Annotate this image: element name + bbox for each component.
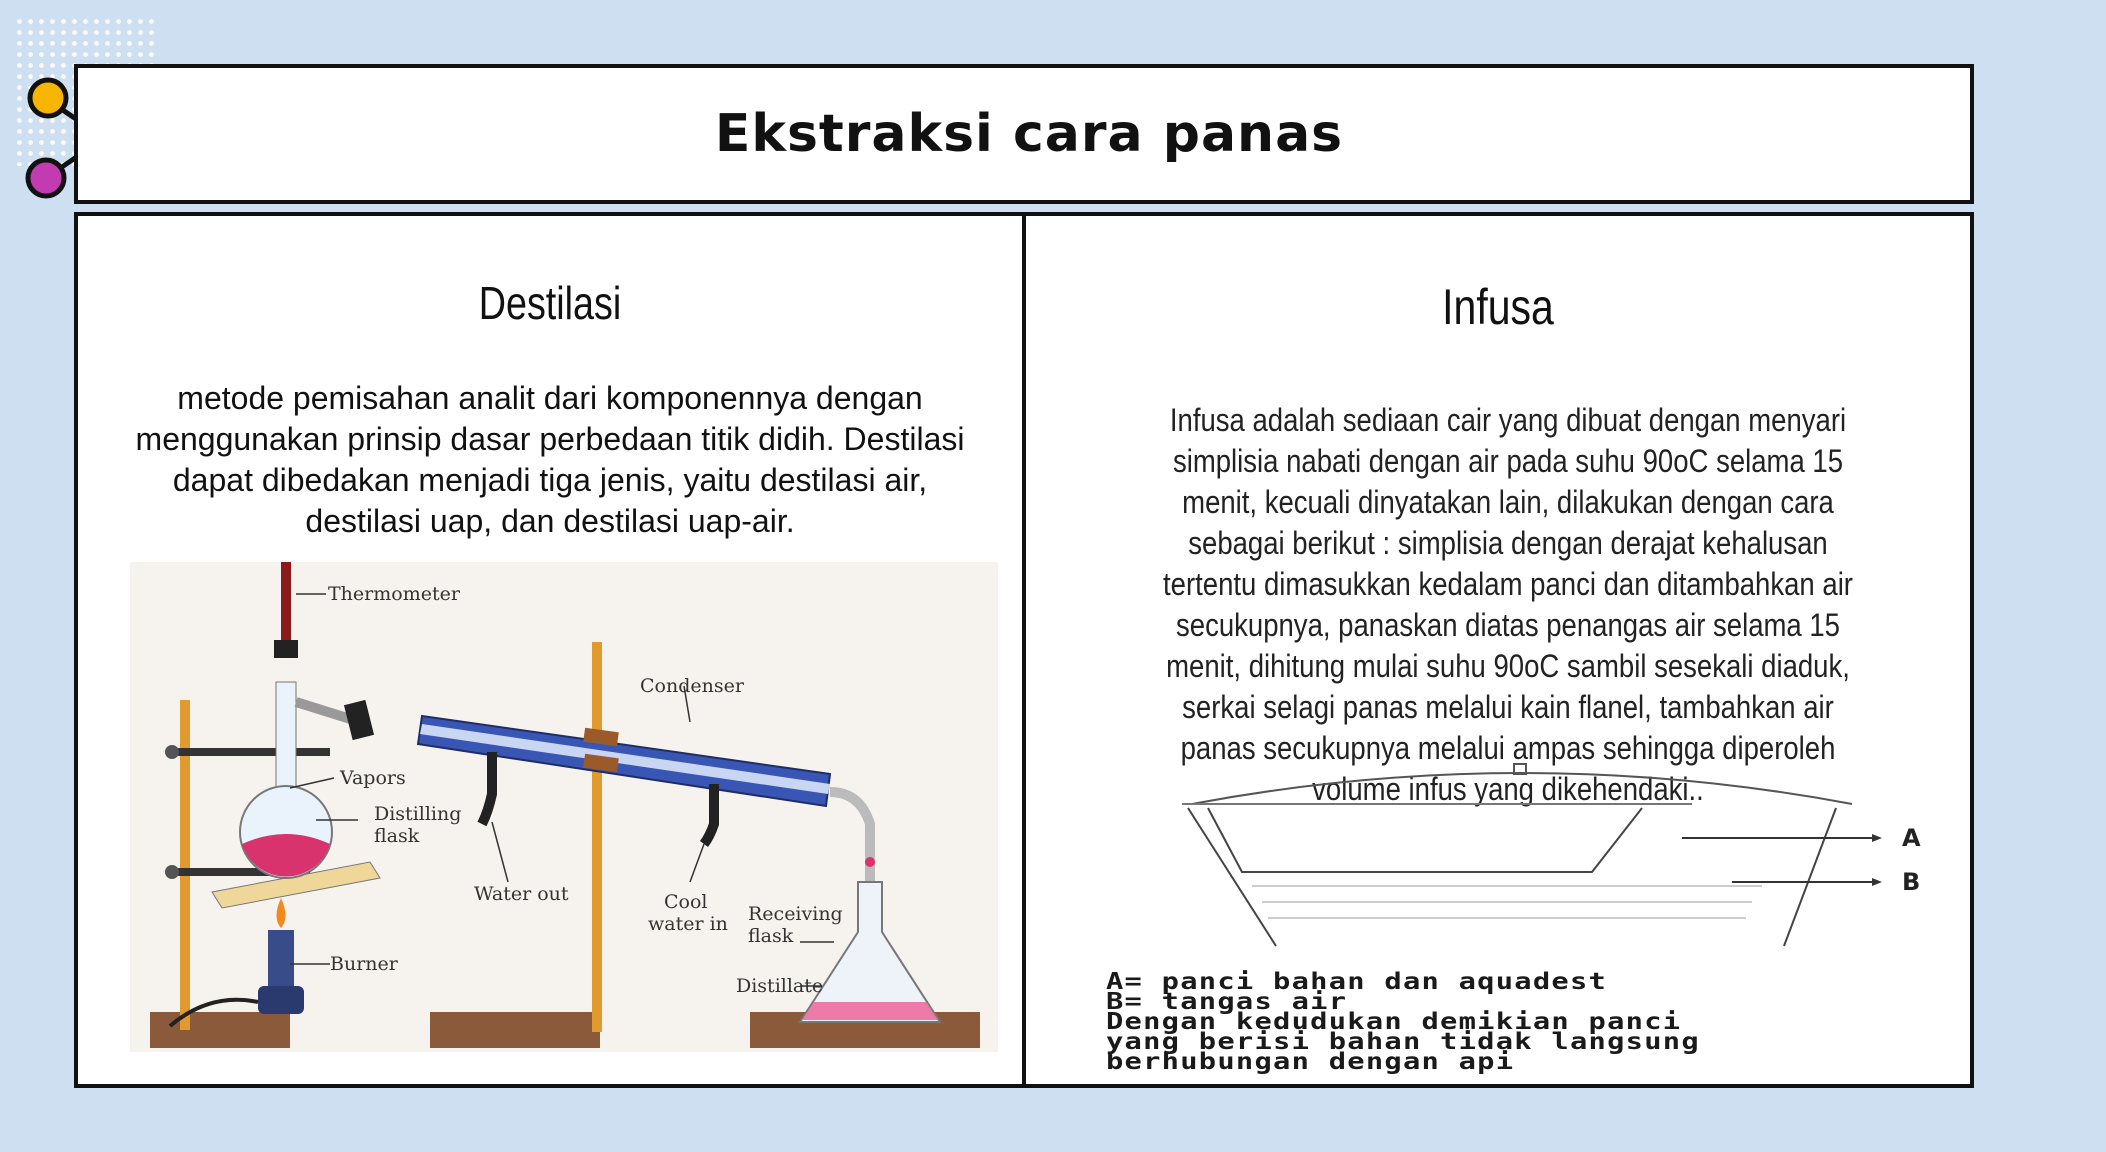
label-distillate: Distillate — [736, 975, 824, 997]
slide-title: Ekstraksi cara panas — [714, 104, 1344, 164]
legend-line: yang berisi bahan tidak langsung — [1106, 1029, 1700, 1055]
legend-line: Dengan kedudukan demikian panci — [1106, 1009, 1682, 1035]
destilasi-heading: Destilasi — [478, 277, 622, 329]
label-vapors: Vapors — [340, 767, 406, 789]
label-distilling-flask: flask — [374, 825, 420, 847]
destilasi-description: metode pemisahan analit dari komponennya dengan menggunakan prinsip dasar perbedaan titik didih. Destilasi dapat dibedakan menjadi tiga jenis, yaitu destilasi air, destilasi uap, dan destilasi uap-air. — [135, 380, 965, 539]
label-receiving: Receiving — [748, 903, 843, 925]
infusa-description: Infusa adalah sediaan cair yang dibuat dengan menyari simplisia nabati dengan air pada suhu 90oC selama 15 menit, kecuali dinyatakan lain, dilakukan dengan cara sebagai berikut : simplisia dengan derajat kehalusan tertentu dimasukkan kedalam panci dan ditambahkan air secukupnya, panaskan diatas penangas air selama 15 menit, dihitung mulai suhu 90oC sambil sesekali diaduk, serkai selagi panas melalui kain flanel, tambahkan air panas secukupnya melalui ampas sehingga diperoleh volume infus yang dikehendaki.. — [1163, 402, 1853, 807]
legend-line: A= panci bahan dan aquadest — [1106, 969, 1608, 995]
infusa-heading: Infusa — [1442, 279, 1554, 335]
label-condenser: Condenser — [640, 675, 744, 697]
label-b: B — [1902, 868, 1921, 896]
label-water-in: water in — [648, 913, 728, 935]
distillation-apparatus-figure — [130, 562, 998, 1052]
label-thermometer: Thermometer — [328, 583, 460, 605]
molecule-node-yellow — [30, 80, 66, 116]
molecule-node-magenta — [28, 160, 64, 196]
label-distilling: Distilling — [374, 803, 462, 825]
label-receiving-flask: flask — [748, 925, 794, 947]
label-cool: Cool — [664, 891, 708, 913]
infusa-panel — [1022, 212, 1974, 1088]
title-box — [74, 64, 1974, 204]
destilasi-panel — [74, 212, 1026, 1088]
legend-line: berhubungan dengan api — [1106, 1049, 1515, 1075]
legend-line: B= tangas air — [1106, 989, 1348, 1015]
label-water-out: Water out — [474, 883, 569, 905]
infusa-legend — [1106, 969, 2106, 1075]
infusa-pan-figure — [1172, 762, 1921, 952]
label-burner: Burner — [330, 953, 398, 975]
label-a: A — [1902, 824, 1921, 852]
